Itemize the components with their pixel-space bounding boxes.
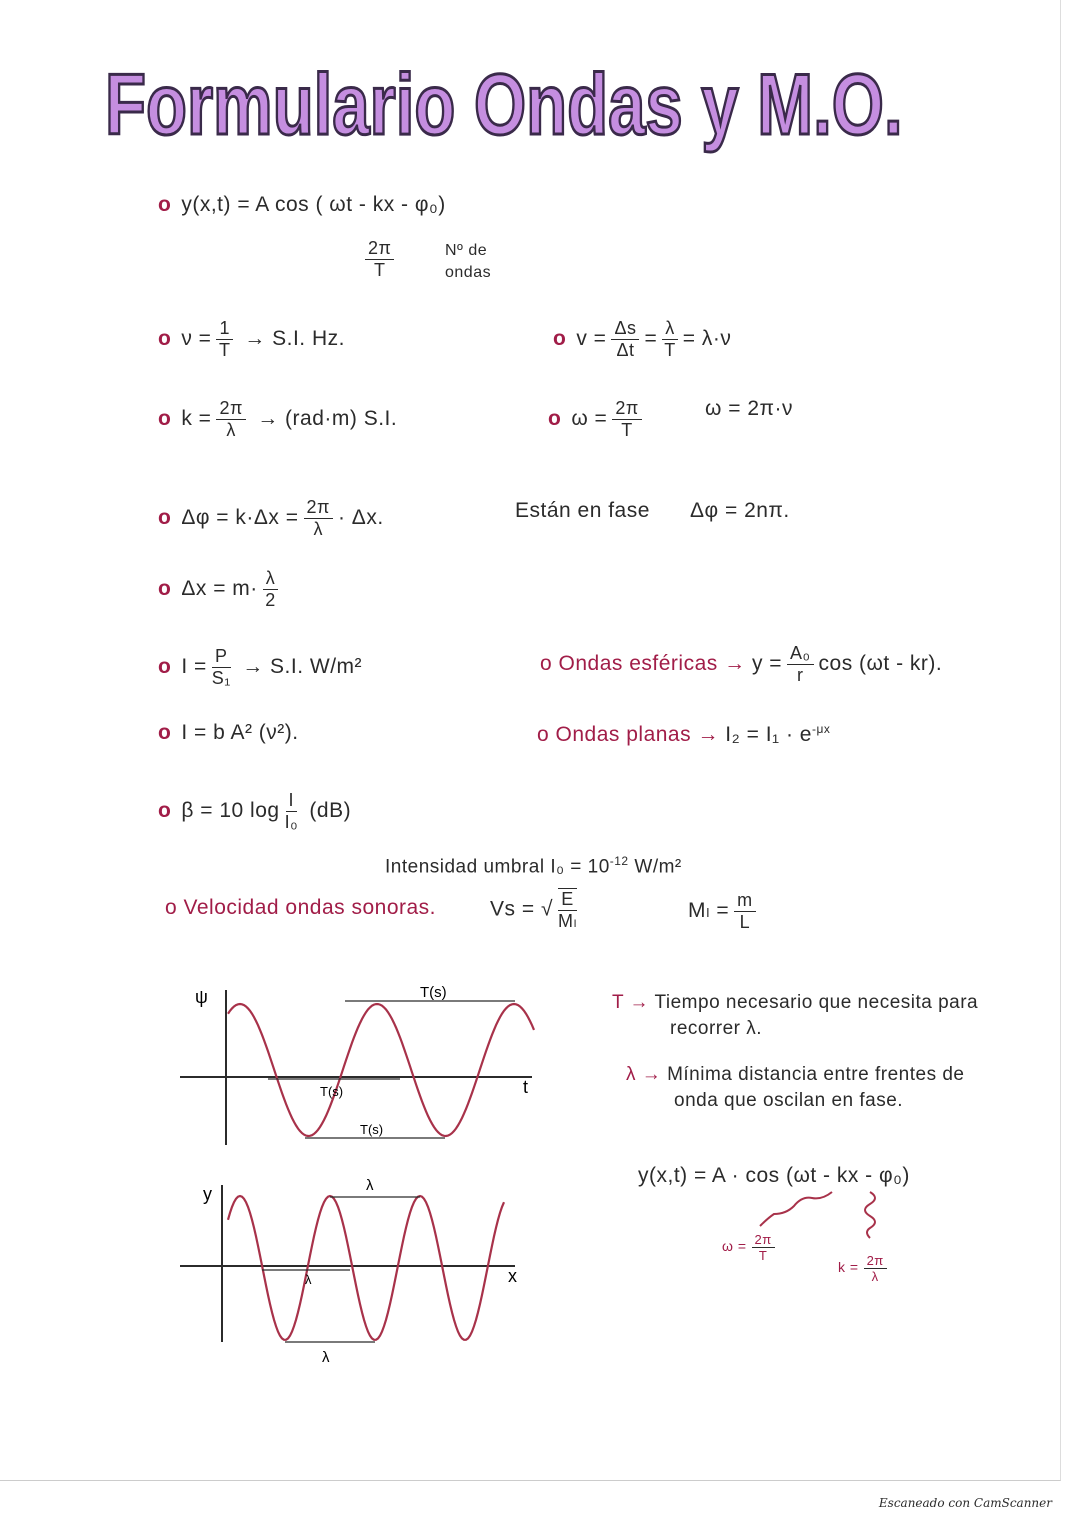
exponent: -μx <box>811 722 831 736</box>
exponent: -12 <box>609 854 629 868</box>
formula-sound-velocity: Vs = √ $\frac{E}{\text{Mₗ}}$ <box>490 889 577 931</box>
text: Nº de <box>445 242 488 259</box>
den: T <box>218 340 231 360</box>
num: 2π <box>365 238 394 260</box>
text: Ondas esféricas → <box>558 652 746 676</box>
text: I = b A² (ν²). <box>181 721 299 744</box>
num: λ <box>662 318 678 340</box>
formula-plane-waves: o Ondas planas → $I_2 = I_1 \cdot e^{-\mu x}$ <box>537 722 831 746</box>
wavelength-label: λ <box>305 1272 312 1287</box>
text: Tiempo necesario que necesita para <box>654 992 979 1013</box>
formula-wave-equation-2: y(x,t) = A · cos (ωt - kx - φ₀) <box>638 1164 910 1187</box>
text: Intensidad umbral I₀ = 10 <box>385 856 610 878</box>
bullet: o <box>158 577 172 601</box>
text: → S.I. Hz. <box>244 327 345 351</box>
den: Mₗ <box>557 911 577 931</box>
bullet: o <box>158 799 172 823</box>
text: Mínima distancia entre frentes de <box>667 1064 965 1085</box>
text: = <box>644 327 658 351</box>
squiggle-arrow <box>760 1192 832 1226</box>
text: ν = <box>181 327 212 351</box>
text: Ondas planas → <box>555 723 719 746</box>
bullet: o <box>553 327 567 351</box>
squiggle-arrow <box>865 1192 875 1238</box>
period-label: T(s) <box>320 1084 344 1099</box>
text: onda que oscilan en fase. <box>674 1090 904 1111</box>
text: Mₗ = <box>688 899 730 923</box>
text: T → <box>612 992 650 1013</box>
den: λ <box>871 1269 879 1284</box>
text: → S.I. W/m² <box>242 655 363 679</box>
text: ω = <box>722 1238 747 1255</box>
bullet: o <box>158 407 172 431</box>
graph-time <box>180 984 534 1145</box>
den: T <box>621 420 633 440</box>
wave-curve <box>228 1004 534 1136</box>
bullet: o <box>158 655 172 679</box>
text: I = <box>181 655 207 679</box>
axis-label: y <box>203 1184 212 1204</box>
num: 2π <box>612 398 641 420</box>
num: E <box>558 889 577 911</box>
den: T <box>758 1248 768 1263</box>
axis-label: t <box>523 1077 529 1097</box>
text: λ → <box>626 1064 662 1085</box>
formula-spherical-waves: o Ondas esféricas → y = $\frac{\text{A₀}}{r}$ cos (ωt - kr). <box>540 643 943 685</box>
formula-omega-alt: ω = 2π·ν <box>705 397 793 420</box>
text: Δφ = k·Δx = <box>181 506 299 530</box>
text: k = <box>181 407 212 431</box>
num: λ <box>263 568 279 590</box>
text: β = 10 log <box>181 799 280 823</box>
in-phase-condition: Δφ = 2nπ. <box>690 499 790 522</box>
text: y = <box>751 652 783 676</box>
text: · Δx. <box>337 506 384 530</box>
text: ω = <box>571 407 608 431</box>
text: Δx = m· <box>181 577 258 601</box>
axis-label: x <box>508 1266 517 1286</box>
graph-space <box>180 1177 517 1366</box>
num: A₀ <box>787 643 813 665</box>
scanner-footer: Escaneado con CamScanner <box>878 1496 1052 1510</box>
wavelength-label: λ <box>366 1177 374 1194</box>
num: 1 <box>216 318 233 340</box>
text: cos (ωt - kr). <box>818 652 943 676</box>
page-title: Formulario Ondas y M.O. <box>105 57 903 153</box>
wavelength-label: λ <box>322 1349 330 1366</box>
den: λ <box>313 519 323 539</box>
period-label: T(s) <box>360 1122 384 1137</box>
bullet: o <box>158 721 172 744</box>
axis-label: ψ <box>195 987 208 1007</box>
bullet: o <box>158 193 172 216</box>
num: I <box>286 790 298 812</box>
text: → (rad·m) S.I. <box>257 407 398 431</box>
text: k = <box>838 1259 859 1276</box>
in-phase-label: Están en fase <box>515 499 650 522</box>
text: Velocidad ondas sonoras. <box>183 896 437 919</box>
text: y(x,t) = A cos ( <box>181 193 323 216</box>
num: Δs <box>611 318 639 340</box>
bullet: o <box>548 407 562 431</box>
num: 2π <box>304 497 333 519</box>
den: λ <box>226 420 236 440</box>
den: S₁ <box>211 668 231 688</box>
den: T <box>664 340 676 360</box>
bullet: o <box>158 506 172 530</box>
text: Vs = <box>490 897 535 921</box>
num: P <box>212 646 231 668</box>
text: ondas <box>445 264 492 281</box>
text: - kx - φ₀) <box>352 193 446 216</box>
den: I₀ <box>284 812 299 832</box>
den: L <box>739 912 751 932</box>
den: Δt <box>616 340 635 360</box>
bullet: o <box>158 327 172 351</box>
text: I₂ = I₁ · e <box>725 723 812 746</box>
num: m <box>734 890 756 912</box>
text: = λ·ν <box>682 327 732 351</box>
text: ωt <box>329 193 353 216</box>
num: 2π <box>864 1253 887 1269</box>
text: recorrer λ. <box>670 1018 763 1039</box>
wave-annotation-squiggles <box>760 1192 875 1238</box>
text: W/m² <box>628 856 682 878</box>
wave-curve <box>228 1196 504 1340</box>
den: T <box>373 260 386 280</box>
text: v = <box>576 327 607 351</box>
period-label: T(s) <box>420 984 447 1001</box>
num: 2π <box>216 398 245 420</box>
den: r <box>797 665 804 685</box>
den: 2 <box>265 590 276 610</box>
text: (dB) <box>309 799 352 823</box>
num: 2π <box>752 1232 775 1248</box>
sound-velocity-label: o Velocidad ondas sonoras. <box>165 896 437 919</box>
